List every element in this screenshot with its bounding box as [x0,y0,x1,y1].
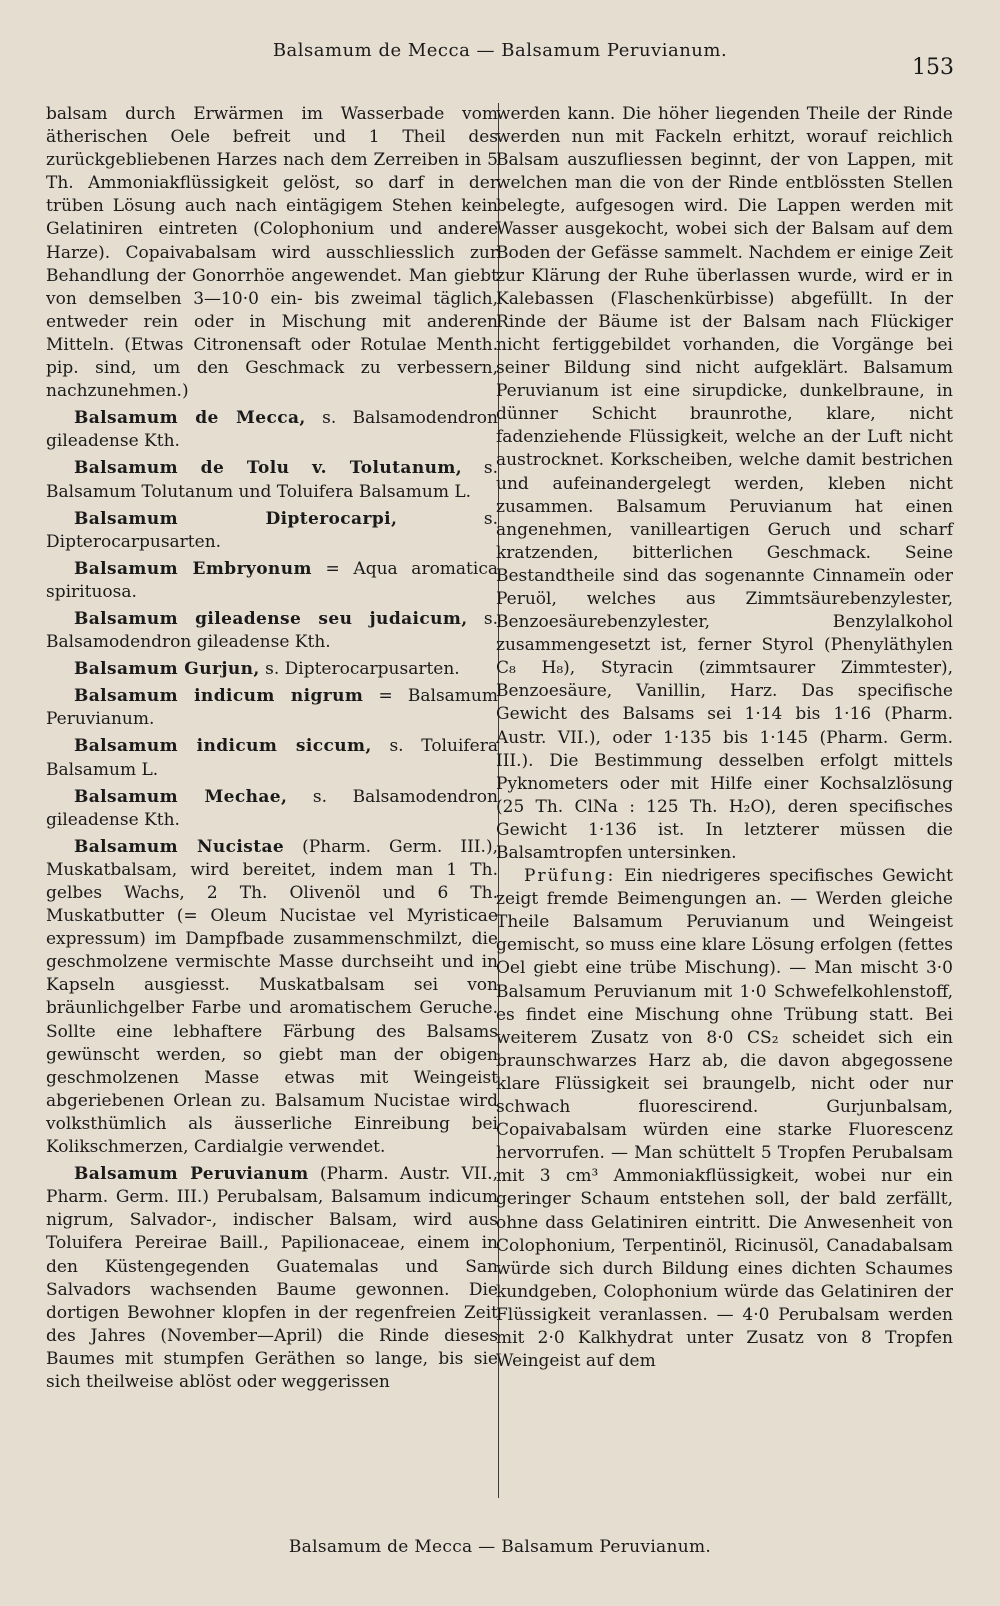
right-paragraph-2 [496,865,953,1373]
left-column [46,103,498,1398]
entry-headword: Balsamum Nucistae [74,836,285,857]
entry-balsamum-gurjun [46,658,498,681]
entry-headword: Balsamum de Mecca, [74,408,306,429]
entry-headword: Balsamum de Tolu v. Tolutanum, [74,458,463,479]
entry-balsamum-nucistae [46,836,498,1159]
entry-headword: Balsamum indicum siccum, [74,736,372,757]
right-column [496,103,953,1373]
entry-balsamum-mechae [46,786,498,832]
entry-balsamum-dipterocarpi [46,508,498,554]
entry-body: = Balsamum Peruvianum. [46,686,498,730]
entry-body: s. Dipterocarpusarten. [259,659,460,680]
right-paragraph-1: werden kann. Die höher liegenden Theile der Rinde werden nun mit Fackeln erhitzt, worauf reichlich Balsam auszufliessen beginnt, der von Lappen, mit welchen man die von der Rinde entblössten Stellen belegte, aufgesogen wird. Die Lappen werden mit Wasser ausgekocht, wobei sich der Balsam auf dem Boden der Gefässe sammelt. Nachdem er einige Zeit zur Klärung der Ruhe überlassen wurde, wird er in Kalebassen (Flaschenkürbisse) abgefüllt. In der Rinde der Bäume ist der Balsam nach Flückiger nicht fertiggebildet vorhanden, die Vorgänge bei seiner Bildung sind nicht aufgeklärt. Balsamum Peruvianum ist eine sirupdicke, dunkelbraune, in dünner Schicht braunrothe, klare, nicht fadenziehende Flüssigkeit, welche an der Luft nicht austrocknet. Korkscheiben, welche damit bestrichen und aufeinandergelegt werden, kleben nicht zusammen. Balsamum Peruvianum hat einen angenehmen, vanilleartigen Geruch und scharf kratzenden, bitterlichen Geschmack. Seine Bestandtheile sind das sogenannte Cinnameïn oder Peruöl, welches aus Zimmtsäurebenzylester, Benzoesäurebenzylester, Benzylalkohol zusammengesetzt ist, ferner Styrol (Phenyläthylen C₈ H₈), Styracin (zimmtsaurer Zimmtester), Benzoesäure, Vanillin, Harz. Das specifische Gewicht des Balsams sei 1·14 bis 1·16 (Pharm. Austr. VII.), oder 1·135 bis 1·145 (Pharm. Germ. III.). Die Bestimmung desselben erfolgt mittels Pyknometers oder mit Hilfe einer Kochsalzlösung (25 Th. ClNa : 125 Th. H₂O), deren specifisches Gewicht 1·136 ist. In letzterer müssen die Balsamtropfen untersinken. [496,104,953,863]
entry-body: s. Balsamodendron gileadense Kth. [46,786,498,830]
entry-body: (Pharm. Germ. III.), Muskatbalsam, wird bereitet, indem man 1 Th. gelbes Wachs, 2 Th. Olivenöl und 6 Th. Muskatbutter (= Oleum Nucistae vel Myristicae expressum) im Dampfbade zusammenschmilzt, die geschmolzene vermischte Masse durchseiht und in Kapseln ausgiesst. Muskatbalsam sei von bräunlichgelber Farbe und aromatischem Geruche. Sollte eine lebhaftere Färbung des Balsams gewünscht werden, so giebt man der obigen geschmolzenen Masse etwas mit Weingeist abgeriebenen Orlean zu. Balsamum Nucistae wird volksthümlich als äusserliche Einreibung bei Kolikschmerzen, Cardialgie verwendet. [46,836,498,1158]
entry-balsamum-peruvianum [46,1163,498,1394]
entry-balsamum-de-mecca [46,407,498,453]
pruefung-text: Ein niedrigeres specifisches Gewicht zeigt fremde Beimengungen an. — Werden gleiche Theile Balsamum Peruvianum und Weingeist gemischt, so muss eine klare Lösung erfolgen (fettes Oel giebt eine trübe Mischung). — Man mischt 3·0 Balsamum Peruvianum mit 1·0 Schwefelkohlenstoff, es findet eine Mischung ohne Trübung statt. Bei weiterem Zusatz von 8·0 CS₂ scheidet sich ein braunschwarzes Harz ab, die davon abgegossene klare Flüssigkeit sei braungelb, nicht oder nur schwach fluorescirend. Gurjunbalsam, Copaivabalsam würden eine starke Fluorescenz hervorrufen. — Man schüttelt 5 Tropfen Perubalsam mit 3 cm³ Ammoniakflüssigkeit, wobei nur ein geringer Schaum entstehen soll, der bald zerfällt, ohne dass Gelatiniren eintritt. Die Anwesenheit von Colophonium, Terpentinöl, Ricinusöl, Canadabalsam würde sich durch Bildung eines dichten Schaumes kundgeben, Colophonium würde das Gelatiniren der Flüssigkeit veranlassen. — 4·0 Perubalsam werden mit 2·0 Kalkhydrat unter Zusatz von 8 Tropfen Weingeist auf dem [496,866,953,1372]
entry-headword: Balsamum Embryonum [74,558,312,579]
entry-headword: Balsamum Gurjun, [74,659,260,680]
entry-balsamum-indicum-siccum [46,735,498,781]
running-head: Balsamum de Mecca — Balsamum Peruvianum. [272,40,728,61]
entry-body: s. Balsamodendron gileadense Kth. [46,408,498,452]
entry-body: s. Balsamum Tolutanum und Toluifera Balsamum L. [46,458,498,502]
entry-headword: Balsamum Peruvianum [74,1164,309,1185]
entry-balsamum-gileadense [46,608,498,654]
entry-body: s. Balsamodendron gileadense Kth. [46,608,498,653]
pruefung-label: Prüfung: [524,866,616,887]
entry-balsamum-embryonum [46,558,498,604]
entry-body: s. Toluifera Balsamum L. [46,736,498,780]
entry-body: = Aqua aromatica spirituosa. [46,558,498,602]
entry-headword: Balsamum gileadense seu judaicum, [74,608,468,629]
continuation-paragraph: balsam durch Erwärmen im Wasserbade vom ätherischen Oele befreit und 1 Theil des zurückgebliebenen Harzes nach dem Zerreiben in 5 Th. Ammoniakflüssigkeit gelöst, so darf in der trüben Lösung auch nach eintägigem Stehen kein Gelatiniren eintreten (Colophonium und andere Harze). Copaivabalsam wird ausschliesslich zur Behandlung der Gonorrhöe angewendet. Man giebt von demselben 3—10·0 ein- bis zweimal täglich, entweder rein oder in Mischung mit anderen Mitteln. (Etwas Citronensaft oder Rotulae Menth. pip. sind, um den Geschmack zu verbessern, nachzunehmen.) [46,104,498,402]
running-foot: Balsamum de Mecca — Balsamum Peruvianum. [288,1537,712,1557]
entry-body: (Pharm. Austr. VII., Pharm. Germ. III.) Perubalsam, Balsamum indicum nigrum, Salvador-, indischer Balsam, wird aus Toluifera Pereirae Baill., Papilionaceae, einem in den Küstengegenden Guatemalas und San Salvadors wachsenden Baume gewonnen. Die dortigen Bewohner klopfen in der regenfreien Zeit des Jahres (November—April) die Rinde dieses Baumes mit stumpfen Geräthen so lange, bis sie sich theilweise ablöst oder weggerissen [46,1164,498,1392]
entry-headword: Balsamum indicum nigrum [74,686,364,707]
entry-headword: Balsamum Mechae, [74,786,288,807]
entry-balsamum-indicum-nigrum [46,685,498,731]
entry-headword: Balsamum Dipterocarpi, [74,508,398,529]
entry-balsamum-de-tolu [46,457,498,503]
page-number: 153 [912,55,954,80]
entry-body: s. Dipterocarpusarten. [46,508,498,552]
